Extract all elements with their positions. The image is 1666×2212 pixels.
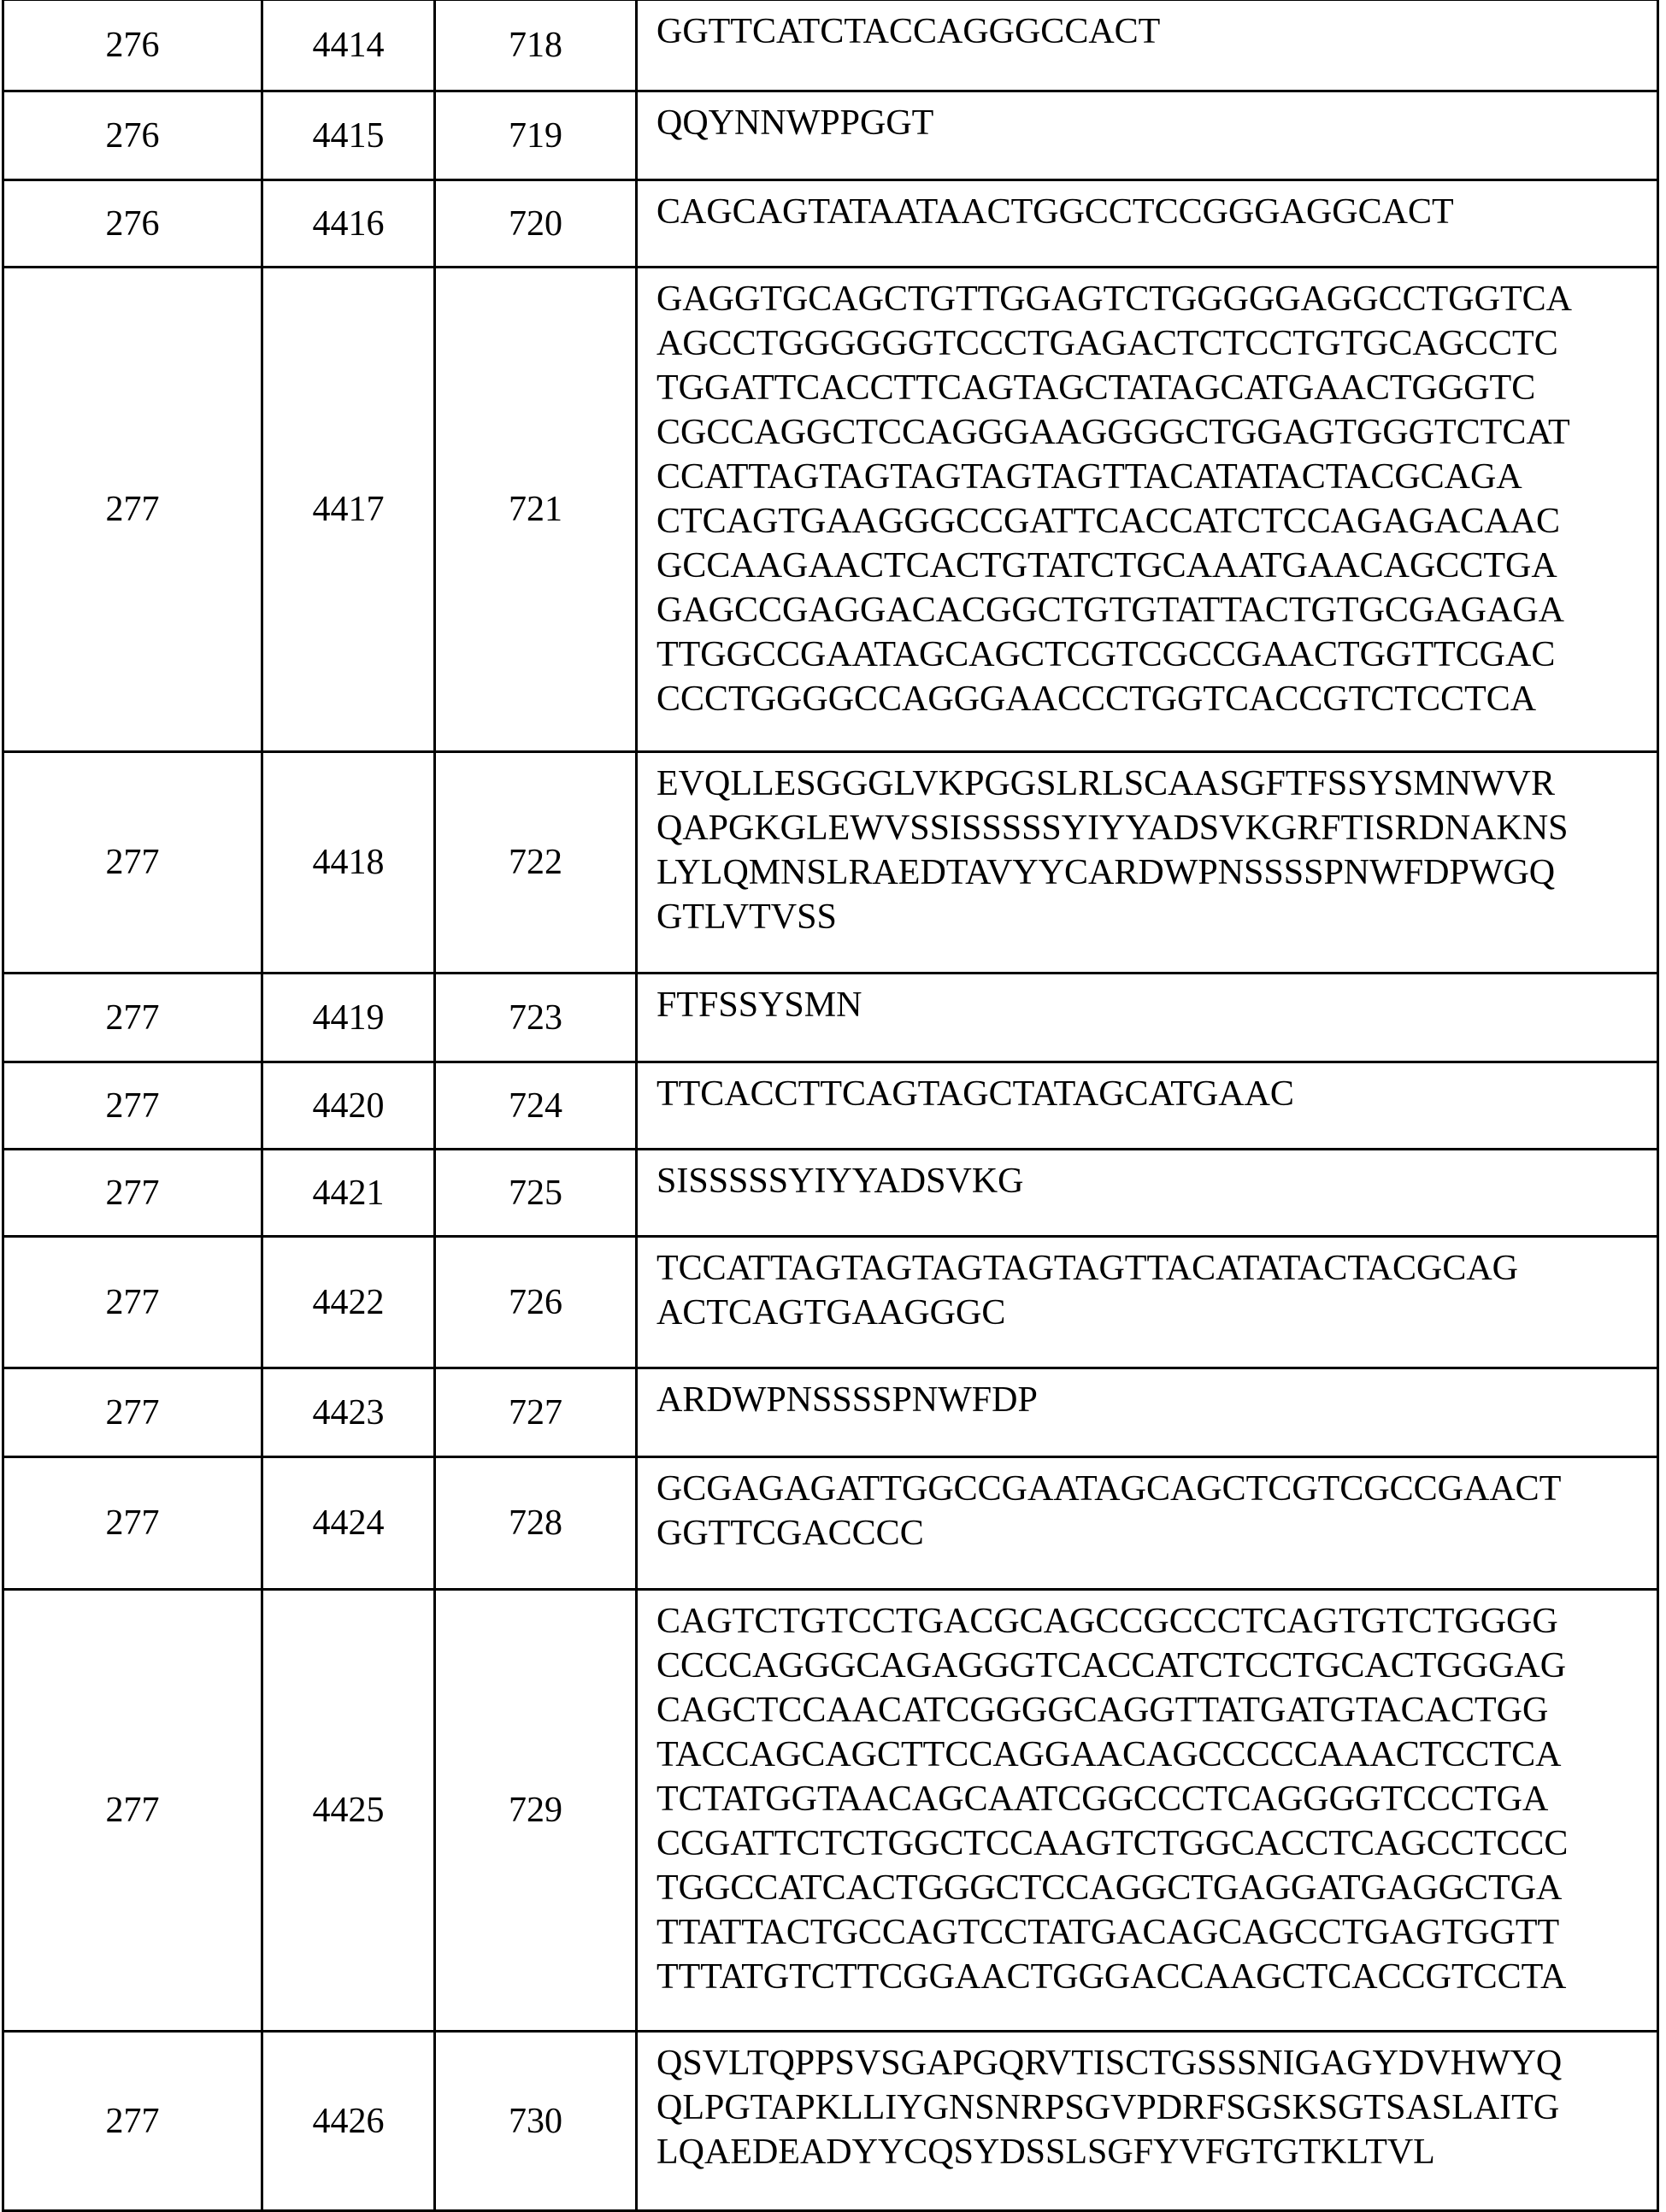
group-id-cell: 277	[3, 1150, 262, 1237]
sequence-cell: GAGGTGCAGCTGTTGGAGTCTGGGGGAGGCCTGGTCA AGCCTGGGGGGTCCCTGAGACTCTCCTGTGCAGCCTC TGGATTCACCTTCAGTAGCTATAGCATGAACTGGGTC CGCCAGGCTCCAGGGAAGGGGCTGGAGTGGGTCTCAT CCATTAGTAGTAGTAGTAGTTACATATACTACGCAGA CTCAGTGAAGGGCCGATTCACCATCTCCAGAGACAAC GCCAAGAACTCACTGTATCTGCAAATGAACAGCCTGA GAGCCGAGGACACGGCTGTGTATTACTGTGCGAGAGA TTGGCCGAATAGCAGCTCGTCGCCGAACTGGTTCGAC CCCTGGGGCCAGGGAACCCTGGTCACCGTCTCCTCA	[637, 268, 1658, 752]
group-id-cell: 277	[3, 1590, 262, 2032]
seq-id-number-cell: 725	[435, 1150, 637, 1237]
sequence-cell: CAGCAGTATAATAACTGGCCTCCGGGAGGCACT	[637, 180, 1658, 268]
sequence-cell: GCGAGAGATTGGCCGAATAGCAGCTCGTCGCCGAACT GGTTCGACCCC	[637, 1457, 1658, 1590]
seq-id-number-cell: 722	[435, 752, 637, 974]
sequence-cell: QSVLTQPPSVSGAPGQRVTISCTGSSSNIGAGYDVHWYQ QLPGTAPKLLIYGNSNRPSGVPDRFSGSKSGTSASLAITG LQAEDEADYYCQSYDSSLSGFYVFGTGTKLTVL	[637, 2032, 1658, 2211]
table-row	[3, 1590, 1658, 2032]
table-row	[3, 268, 1658, 752]
group-id-cell: 277	[3, 2032, 262, 2211]
seq-id-number-cell: 730	[435, 2032, 637, 2211]
id-cell: 4415	[262, 91, 435, 180]
seq-id-number-cell: 721	[435, 268, 637, 752]
table-row	[3, 180, 1658, 268]
table-row	[3, 1062, 1658, 1150]
group-id-cell: 276	[3, 0, 262, 91]
id-cell: 4417	[262, 268, 435, 752]
sequence-cell: GGTTCATCTACCAGGGCCACT	[637, 0, 1658, 91]
group-id-cell: 277	[3, 974, 262, 1062]
table-body	[3, 0, 1658, 2211]
seq-id-number-cell: 724	[435, 1062, 637, 1150]
id-cell: 4426	[262, 2032, 435, 2211]
sequence-cell: CAGTCTGTCCTGACGCAGCCGCCCTCAGTGTCTGGGG CCCCAGGGCAGAGGGTCACCATCTCCTGCACTGGGAG CAGCTCCAACATCGGGGCAGGTTATGATGTACACTGG TACCAGCAGCTTCCAGGAACAGCCCCCAAACTCCTCA TCTATGGTAACAGCAATCGGCCCTCAGGGGTCCCTGA CCGATTCTCTGGCTCCAAGTCTGGCACCTCAGCCTCCC TGGCCATCACTGGGCTCCAGGCTGAGGATGAGGCTGA TTATTACTGCCAGTCCTATGACAGCAGCCTGAGTGGTT TTTATGTCTTCGGAACTGGGACCAAGCTCACCGTCCTA	[637, 1590, 1658, 2032]
id-cell: 4420	[262, 1062, 435, 1150]
seq-id-number-cell: 727	[435, 1368, 637, 1457]
group-id-cell: 277	[3, 1237, 262, 1368]
seq-id-number-cell: 728	[435, 1457, 637, 1590]
seq-id-number-cell: 729	[435, 1590, 637, 2032]
seq-id-number-cell: 726	[435, 1237, 637, 1368]
id-cell: 4414	[262, 0, 435, 91]
id-cell: 4419	[262, 974, 435, 1062]
table-row	[3, 0, 1658, 91]
group-id-cell: 277	[3, 268, 262, 752]
table-row	[3, 1457, 1658, 1590]
sequence-cell: ARDWPNSSSSPNWFDP	[637, 1368, 1658, 1457]
group-id-cell: 277	[3, 752, 262, 974]
seq-id-number-cell: 720	[435, 180, 637, 268]
table-row	[3, 1237, 1658, 1368]
id-cell: 4424	[262, 1457, 435, 1590]
sequence-cell: QQYNNWPPGGT	[637, 91, 1658, 180]
sequence-table	[2, 0, 1659, 2212]
id-cell: 4425	[262, 1590, 435, 2032]
id-cell: 4421	[262, 1150, 435, 1237]
sequence-cell: TCCATTAGTAGTAGTAGTAGTTACATATACTACGCAG ACTCAGTGAAGGGC	[637, 1237, 1658, 1368]
id-cell: 4416	[262, 180, 435, 268]
id-cell: 4418	[262, 752, 435, 974]
table-row	[3, 91, 1658, 180]
table-row	[3, 1150, 1658, 1237]
group-id-cell: 276	[3, 91, 262, 180]
group-id-cell: 277	[3, 1062, 262, 1150]
seq-id-number-cell: 719	[435, 91, 637, 180]
group-id-cell: 277	[3, 1457, 262, 1590]
group-id-cell: 277	[3, 1368, 262, 1457]
sequence-cell: SISSSSSYIYYADSVKG	[637, 1150, 1658, 1237]
seq-id-number-cell: 723	[435, 974, 637, 1062]
sequence-cell: EVQLLESGGGLVKPGGSLRLSCAASGFTFSSYSMNWVR QAPGKGLEWVSSISSSSSYIYYADSVKGRFTISRDNAKNS LYLQMNSLRAEDTAVYYCARDWPNSSSSPNWFDPWGQ GTLVTVSS	[637, 752, 1658, 974]
table-row	[3, 2032, 1658, 2211]
sequence-cell: FTFSSYSMN	[637, 974, 1658, 1062]
id-cell: 4422	[262, 1237, 435, 1368]
group-id-cell: 276	[3, 180, 262, 268]
table-row	[3, 1368, 1658, 1457]
sequence-cell: TTCACCTTCAGTAGCTATAGCATGAAC	[637, 1062, 1658, 1150]
table-row	[3, 752, 1658, 974]
table-row	[3, 974, 1658, 1062]
seq-id-number-cell: 718	[435, 0, 637, 91]
id-cell: 4423	[262, 1368, 435, 1457]
